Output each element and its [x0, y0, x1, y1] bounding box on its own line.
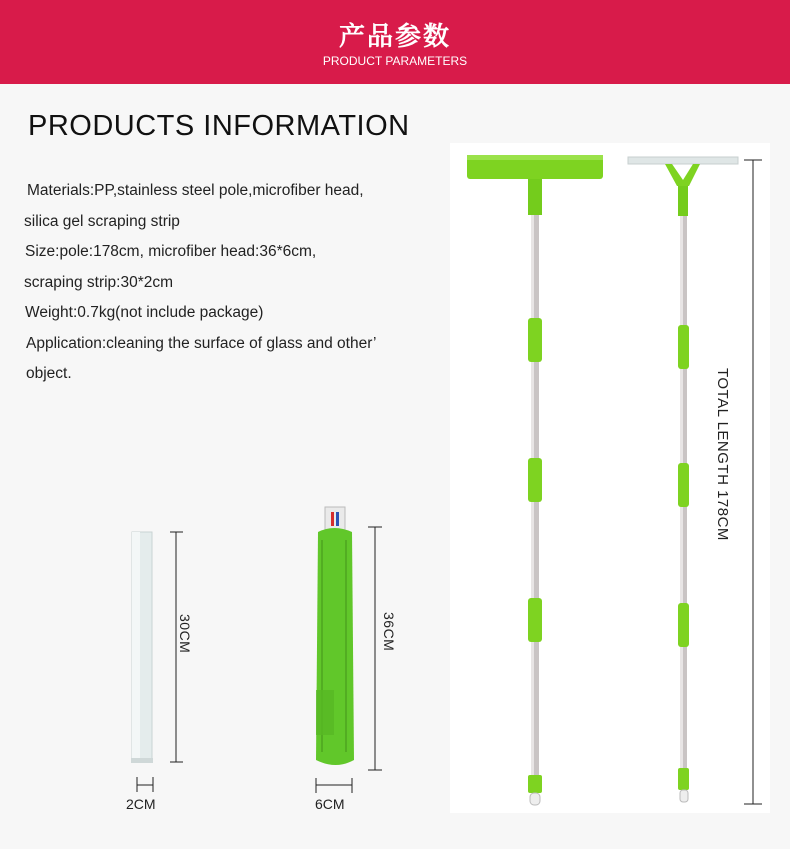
total-length-label: TOTAL LENGTH 178CM: [714, 368, 731, 541]
info-line: object.: [26, 365, 72, 382]
microfiber-pad-image: [316, 507, 354, 765]
pad-length-label: 36CM: [381, 612, 397, 652]
section-heading: PRODUCTS INFORMATION: [28, 110, 410, 142]
banner-title-en: PRODUCT PARAMETERS: [322, 54, 468, 68]
strip-length-label: 30CM: [177, 614, 193, 654]
pad-width-label: 6CM: [315, 796, 345, 812]
scraping-strip-image: [131, 532, 153, 763]
pad-length-line: [368, 527, 382, 770]
info-line: scraping strip:30*2cm: [24, 273, 174, 291]
info-line: Weight:0.7kg(not include package): [25, 304, 264, 321]
strip-width-line: [137, 777, 153, 792]
pad-width-line: [316, 778, 352, 793]
mop-front-image: [467, 155, 603, 805]
strip-width-label: 2CM: [126, 796, 156, 812]
info-line: Size:pole:178cm, microfiber head:36*6cm,: [25, 243, 317, 260]
banner-title-cn: 产品参数: [338, 22, 451, 52]
info-line: Materials:PP,stainless steel pole,microfiber head,: [27, 182, 364, 199]
info-line: Application:cleaning the surface of glass and other’: [26, 334, 377, 352]
total-length-line: [744, 160, 762, 804]
info-line: silica gel scraping strip: [24, 212, 180, 230]
